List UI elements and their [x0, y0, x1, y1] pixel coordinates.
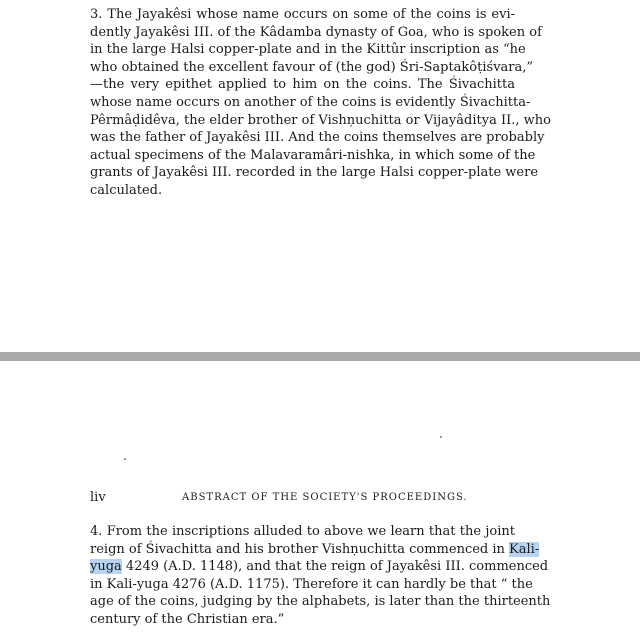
paragraph-3-line: grants of Jayakêsi III. recorded in the large Halsi copper-plate were: [90, 165, 539, 181]
paragraph-3-line: Pêrmâḍidêva, the elder brother of Vishṇuchitta or Vijayâditya II., who: [90, 112, 551, 128]
paragraph-3-line: was the father of Jayakêsi III. And the coins themselves are probably: [90, 130, 545, 146]
highlighted-text[interactable]: yuga: [90, 559, 122, 575]
paragraph-4-line: [90, 558, 549, 576]
paragraph-3-line: —the very epithet applied to him on the coins. The Śivachitta: [90, 77, 515, 93]
paragraph-4-line: [90, 541, 540, 559]
paragraph-3-line: dently Jayakêsi III. of the Kâdamba dynasty of Goa, who is spoken of: [90, 24, 542, 40]
page-divider: [0, 352, 640, 361]
paragraph-3-line: 3. The Jayakêsi whose name occurs on some of the coins is evi-: [90, 7, 515, 22]
scan-speck: [124, 458, 126, 460]
highlighted-text[interactable]: Kali-: [509, 541, 540, 557]
page-number: liv: [90, 490, 106, 505]
paragraph-4-line: in Kali-yuga 4276 (A.D. 1175). Therefore it can hardly be that “ the: [90, 576, 533, 592]
paragraph-4-line: century of the Christian era.”: [90, 611, 285, 627]
running-title: ABSTRACT OF THE SOCIETY'S PROCEEDINGS.: [182, 492, 468, 503]
paragraph-4-text: 4249 (A.D. 1148), and that the reign of Jayakêsi III. commenced: [121, 559, 549, 575]
paragraph-3-line: who obtained the excellent favour of (the god) Śri-Saptakôṭiśvara,”: [90, 59, 534, 75]
paragraph-3-line: in the large Halsi copper-plate and in the Kittûr inscription as “he: [90, 42, 526, 58]
page-header: [90, 490, 515, 508]
paragraph-3-line: calculated.: [90, 182, 163, 198]
paragraph-4-line: 4. From the inscriptions alluded to above we learn that the joint: [90, 524, 515, 539]
paragraph-3-line: actual specimens of the Malavaramâri-nishka, in which some of the: [90, 147, 536, 163]
paragraph-3: [90, 6, 551, 200]
paragraph-4: [90, 523, 551, 629]
paragraph-4-text: reign of Śivachitta and his brother Vishṇuchitta commenced in: [90, 541, 510, 557]
paragraph-4-line: age of the coins, judging by the alphabets, is later than the thirteenth: [90, 594, 551, 610]
paragraph-3-line: whose name occurs on another of the coins is evidently Śivachitta-: [90, 94, 531, 110]
scan-speck: [440, 436, 442, 438]
